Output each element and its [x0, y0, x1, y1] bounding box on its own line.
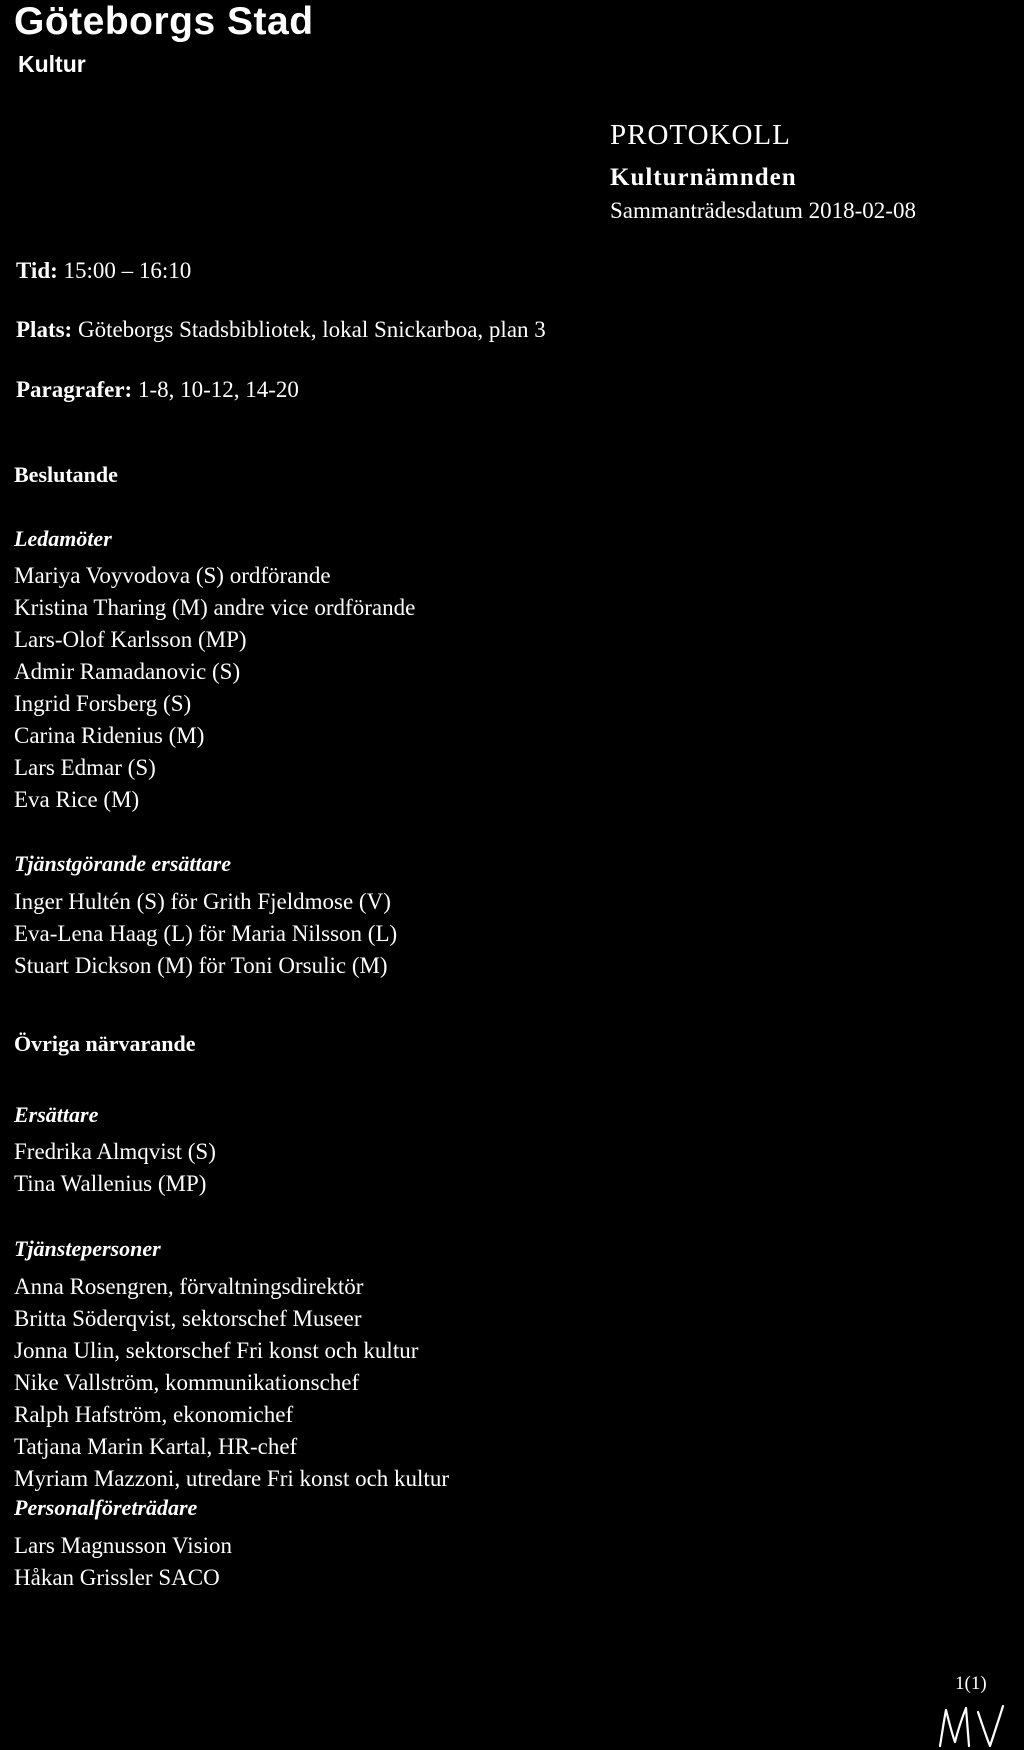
meeting-paragraphs — [16, 376, 299, 404]
committee-name: Kulturnämnden — [610, 164, 797, 191]
logo-department: Kultur — [18, 51, 86, 77]
page-number: 1(1) — [955, 1673, 987, 1694]
members-list — [14, 560, 415, 816]
substitutes-heading: Ersättare — [14, 1102, 99, 1127]
meeting-time — [16, 257, 191, 285]
members-heading: Ledamöter — [14, 526, 112, 551]
others-present-heading: Övriga närvarande — [14, 1031, 196, 1056]
list-item: Eva Rice (M) — [14, 787, 140, 812]
list-item: Inger Hultén (S) för Grith Fjeldmose (V) — [14, 889, 391, 914]
list-item: Nike Vallström, kommunikationschef — [14, 1370, 360, 1395]
substitutes-list — [14, 1136, 216, 1200]
decision-makers-heading: Beslutande — [14, 462, 118, 487]
meeting-place — [16, 316, 546, 344]
list-item: Anna Rosengren, förvaltningsdirektör — [14, 1274, 364, 1299]
list-item: Lars Magnusson Vision — [14, 1533, 232, 1558]
handwritten-initials-signature — [936, 1702, 1006, 1750]
list-item: Jonna Ulin, sektorschef Fri konst och kultur — [14, 1338, 419, 1363]
list-item: Kristina Tharing (M) andre vice ordförande — [14, 595, 416, 620]
list-item: Tina Wallenius (MP) — [14, 1171, 207, 1196]
list-item: Myriam Mazzoni, utredare Fri konst och kultur — [14, 1466, 449, 1491]
staff-representatives-list — [14, 1530, 232, 1594]
list-item: Lars-Olof Karlsson (MP) — [14, 627, 247, 652]
list-item: Stuart Dickson (M) för Toni Orsulic (M) — [14, 953, 388, 978]
staff-representatives-heading: Personalföreträdare — [14, 1495, 198, 1520]
time-value: 15:00 – 16:10 — [63, 258, 192, 283]
list-item: Håkan Grissler SACO — [14, 1565, 220, 1590]
document-type: PROTOKOLL — [610, 119, 791, 151]
list-item: Mariya Voyvodova (S) ordförande — [14, 563, 331, 588]
officials-heading: Tjänstepersoner — [14, 1236, 161, 1261]
list-item: Admir Ramadanovic (S) — [14, 659, 241, 684]
paragraphs-label: Paragrafer: — [16, 377, 133, 402]
officials-list — [14, 1271, 449, 1495]
place-label: Plats: — [16, 317, 73, 342]
list-item: Britta Söderqvist, sektorschef Museer — [14, 1306, 362, 1331]
list-item: Carina Ridenius (M) — [14, 723, 205, 748]
list-item: Fredrika Almqvist (S) — [14, 1139, 216, 1164]
logo-city-name: Göteborgs Stad — [14, 0, 314, 43]
place-value: Göteborgs Stadsbibliotek, lokal Snickarboa, plan 3 — [77, 317, 546, 342]
paragraphs-value: 1-8, 10-12, 14-20 — [137, 377, 299, 402]
list-item: Lars Edmar (S) — [14, 755, 156, 780]
list-item: Eva-Lena Haag (L) för Maria Nilsson (L) — [14, 921, 398, 946]
serving-substitutes-list — [14, 886, 397, 982]
serving-substitutes-heading: Tjänstgörande ersättare — [14, 851, 231, 876]
meeting-date: Sammanträdesdatum 2018-02-08 — [610, 198, 916, 223]
time-label: Tid: — [16, 258, 58, 283]
list-item: Tatjana Marin Kartal, HR-chef — [14, 1434, 298, 1459]
list-item: Ingrid Forsberg (S) — [14, 691, 192, 716]
list-item: Ralph Hafström, ekonomichef — [14, 1402, 294, 1427]
